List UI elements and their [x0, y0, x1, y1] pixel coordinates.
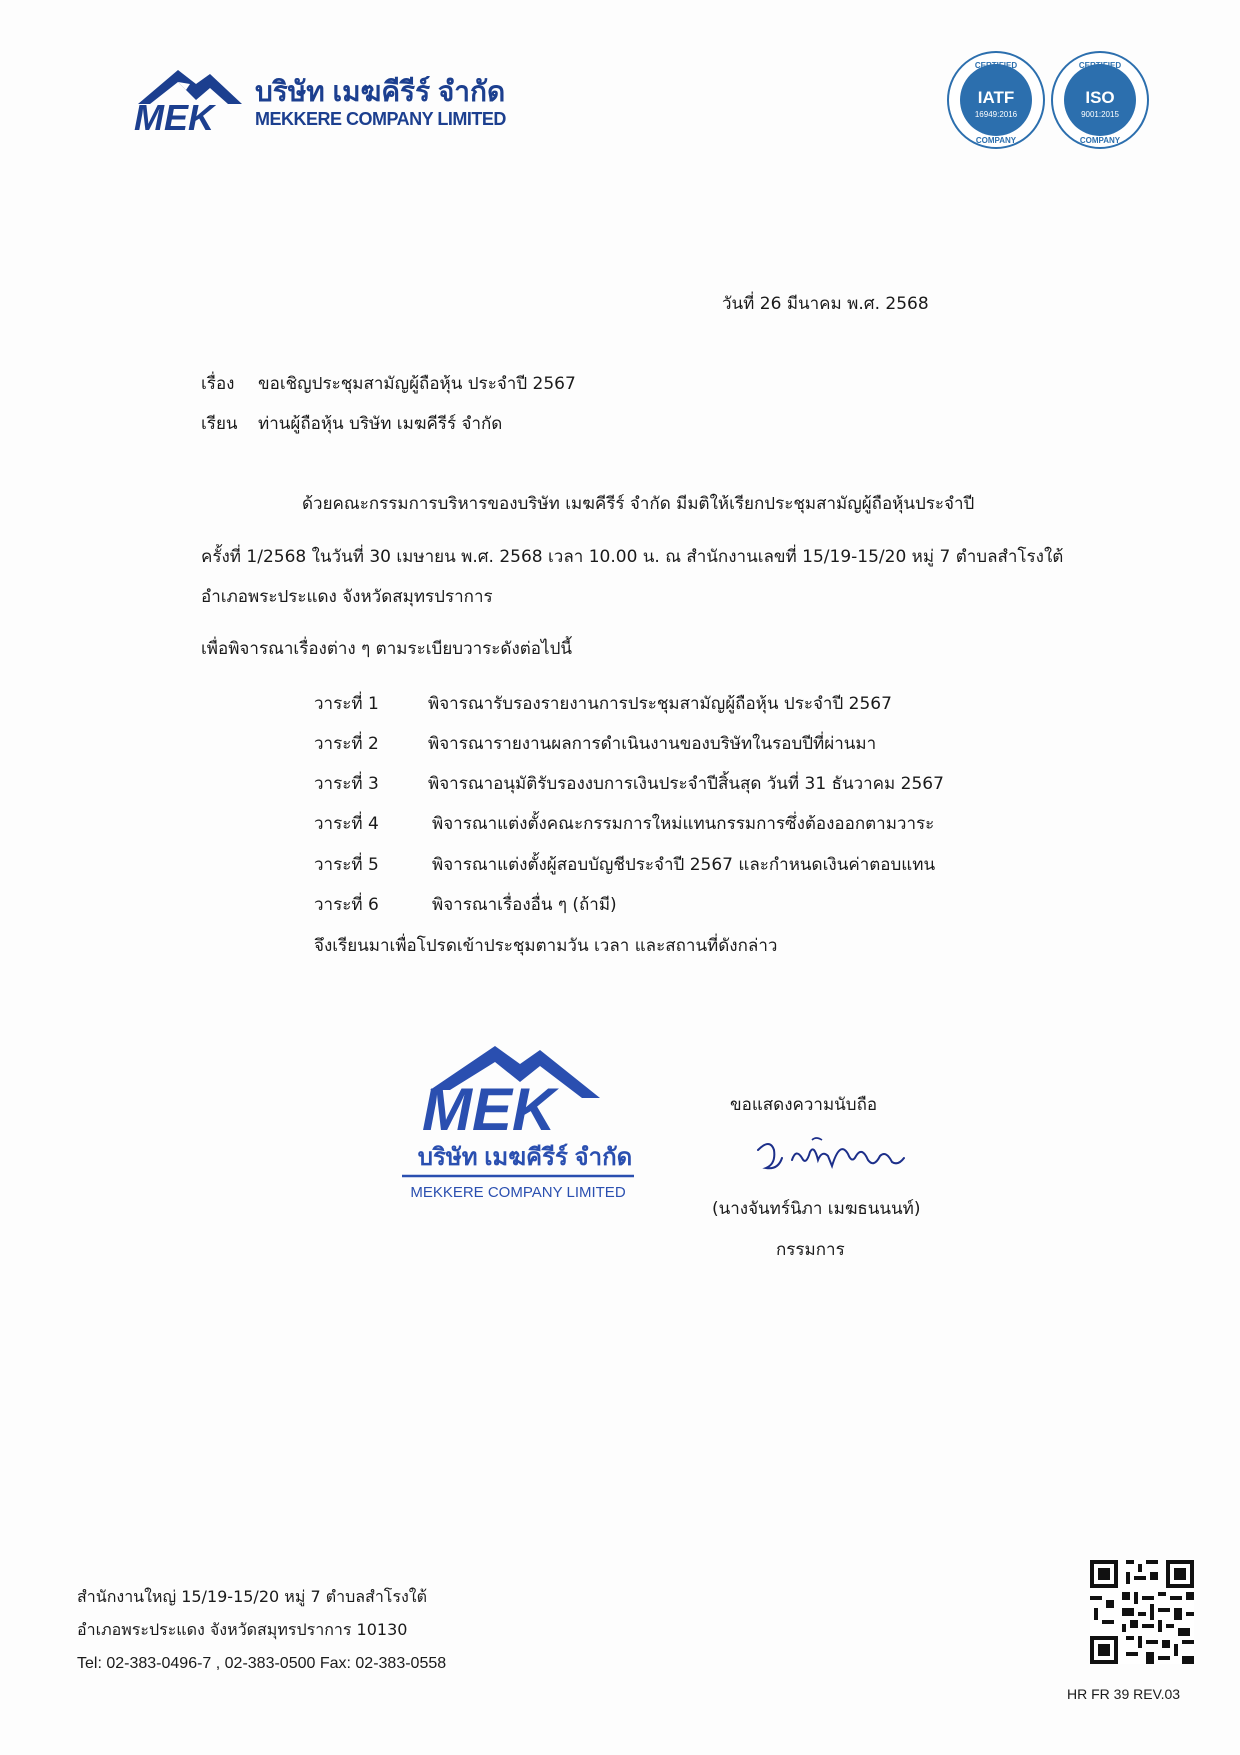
closing-text: จึงเรียนมาเพื่อโปรดเข้าประชุมตามวัน เวลา และสถานที่ดังกล่าว [314, 936, 778, 956]
company-name-en: MEKKERE COMPANY LIMITED [255, 109, 506, 129]
regards-text: ขอแสดงความนับถือ [730, 1095, 878, 1115]
qr-code-icon [1090, 1560, 1194, 1664]
footer-contact: Tel: 02-383-0496-7 , 02-383-0500 Fax: 02-383-0558 [77, 1655, 447, 1672]
company-stamp-logo [400, 1028, 650, 1208]
stamp-company-en: MEKKERE COMPANY LIMITED [410, 1184, 626, 1201]
svg-text:16949:2016: 16949:2016 [974, 110, 1018, 119]
stamp-mek-text: MEK [422, 1076, 556, 1143]
stamp-company-th: บริษัท เมฆคีรีร์ จำกัด [417, 1144, 633, 1171]
agenda-text: พิจารณารายงานผลการดำเนินงานของบริษัทในรอบปีที่ผ่านมา [428, 734, 877, 754]
agenda-text: พิจารณารับรองรายงานการประชุมสามัญผู้ถือหุ้น ประจำปี 2567 [428, 694, 892, 714]
agenda-label: วาระที่ 6 [314, 895, 379, 915]
form-code: HR FR 39 REV.03 [1067, 1686, 1181, 1702]
svg-text:IATF: IATF [977, 88, 1015, 107]
iso-seal-icon [1050, 50, 1150, 150]
footer-address-1: สำนักงานใหญ่ 15/19-15/20 หมู่ 7 ตำบลสำโรงใต้ [77, 1587, 427, 1606]
company-name-th: บริษัท เมฆคีรีร์ จำกัด [255, 76, 506, 107]
agenda-text: พิจารณาแต่งตั้งผู้สอบบัญชีประจำปี 2567 และกำหนดเงินค่าตอบแทน [432, 855, 936, 875]
letter-date: วันที่ 26 มีนาคม พ.ศ. 2568 [722, 294, 929, 314]
signer-position: กรรมการ [776, 1240, 845, 1260]
signature-icon [752, 1130, 912, 1180]
svg-text:9001:2015: 9001:2015 [1081, 110, 1119, 119]
signer-name: (นางจันทร์นิภา เมฆธนนนท์) [712, 1199, 921, 1219]
agenda-label: วาระที่ 2 [314, 734, 379, 754]
agenda-text: พิจารณาอนุมัติรับรองงบการเงินประจำปีสิ้นสุด วันที่ 31 ธันวาคม 2567 [428, 774, 944, 794]
agenda-text: พิจารณาแต่งตั้งคณะกรรมการใหม่แทนกรรมการซึ่งต้องออกตามวาระ [432, 814, 935, 834]
agenda-text: พิจารณาเรื่องอื่น ๆ (ถ้ามี) [432, 895, 617, 915]
recipient-label: เรียน [201, 414, 238, 434]
footer-address-2: อำเภอพระประแดง จังหวัดสมุทรปราการ 10130 [77, 1620, 408, 1639]
paragraph-3: อำเภอพระประแดง จังหวัดสมุทรปราการ [201, 587, 493, 607]
agenda-label: วาระที่ 3 [314, 774, 379, 794]
svg-text:CERTIFIED: CERTIFIED [1078, 61, 1122, 70]
agenda-label: วาระที่ 1 [314, 694, 379, 714]
subject-text: ขอเชิญประชุมสามัญผู้ถือหุ้น ประจำปี 2567 [258, 374, 576, 394]
agenda-label: วาระที่ 4 [314, 814, 379, 834]
paragraph-2: ครั้งที่ 1/2568 ในวันที่ 30 เมษายน พ.ศ. 2568 เวลา 10.00 น. ณ สำนักงานเลขที่ 15/19-15/20 หมู่ 7 ตำบลสำโรงใต้ [201, 547, 1064, 567]
recipient-text: ท่านผู้ถือหุ้น บริษัท เมฆคีรีร์ จำกัด [258, 414, 503, 434]
logo-mek-text: MEK [134, 97, 214, 138]
svg-text:COMPANY: COMPANY [1079, 136, 1121, 145]
agenda-label: วาระที่ 5 [314, 855, 379, 875]
svg-text:ISO: ISO [1085, 88, 1115, 107]
svg-text:COMPANY: COMPANY [975, 136, 1017, 145]
paragraph-1: ด้วยคณะกรรมการบริหารของบริษัท เมฆคีรีร์ จำกัด มีมติให้เรียกประชุมสามัญผู้ถือหุ้นประจำปี [302, 494, 975, 514]
paragraph-4: เพื่อพิจารณาเรื่องต่าง ๆ ตามระเบียบวาระดังต่อไปนี้ [201, 639, 572, 659]
svg-text:CERTIFIED: CERTIFIED [974, 61, 1018, 70]
iatf-seal-icon [946, 50, 1046, 150]
subject-label: เรื่อง [201, 374, 235, 394]
